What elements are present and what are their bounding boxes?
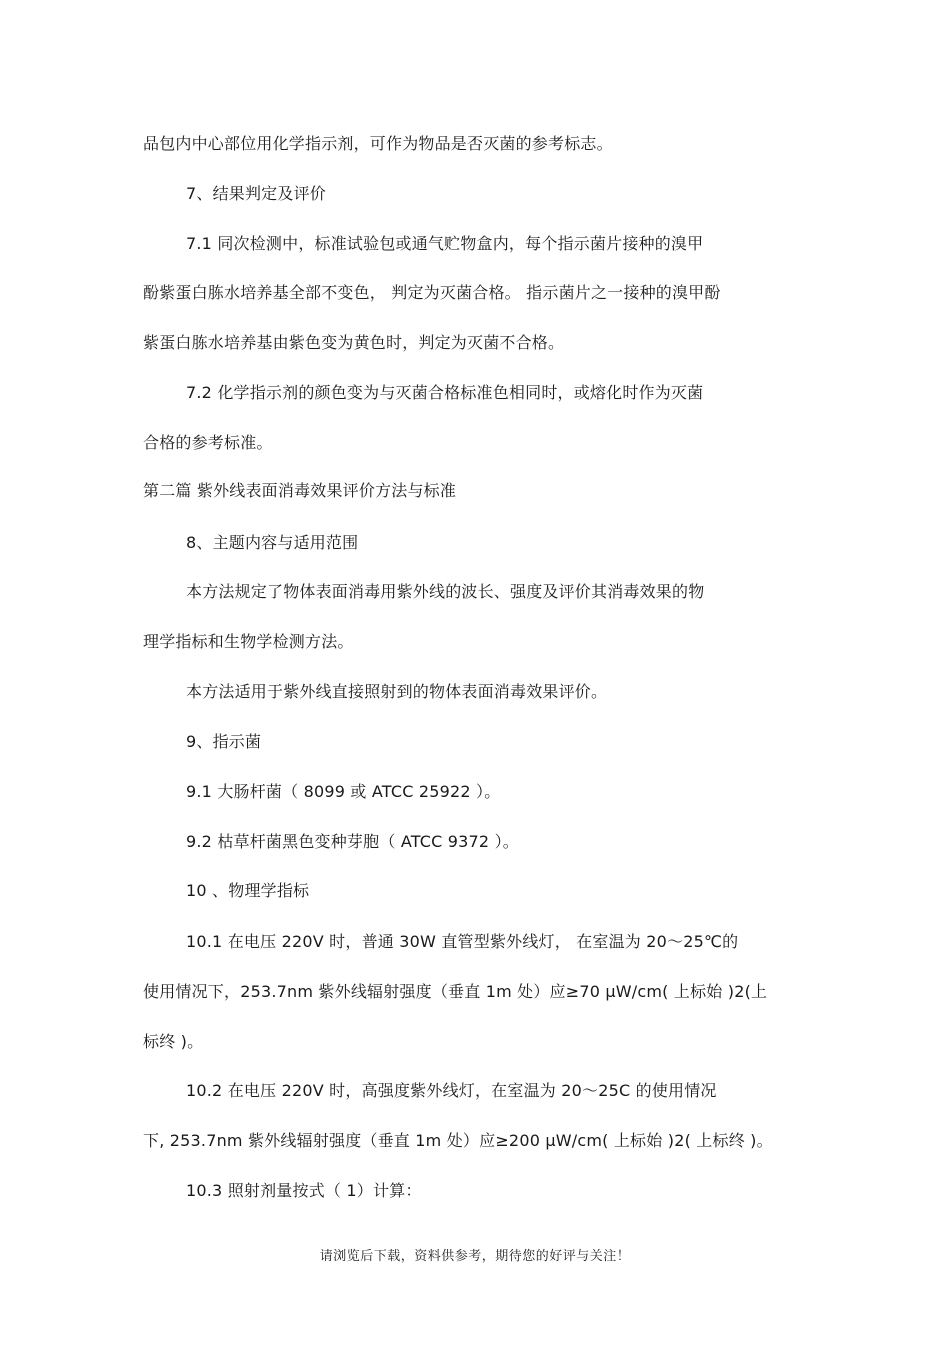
chapter-heading: 第二篇 紫外线表面消毒效果评价方法与标准 — [143, 481, 457, 500]
paragraph-line: 紫蛋白胨水培养基由紫色变为黄色时，判定为灭菌不合格。 — [143, 333, 565, 352]
paragraph-line: 10.3 照射剂量按式（ 1）计算： — [186, 1181, 422, 1200]
paragraph-line: 7.1 同次检测中，标准试验包或通气贮物盒内，每个指示菌片接种的溴甲 — [186, 234, 704, 253]
paragraph-line: 使用情况下，253.7nm 紫外线辐射强度（垂直 1m 处）应≥70 μW/cm( 上标始 )2(上 — [143, 982, 768, 1001]
paragraph-line: 标终 )。 — [143, 1032, 204, 1051]
paragraph-line: 本方法规定了物体表面消毒用紫外线的波长、强度及评价其消毒效果的物 — [186, 582, 705, 601]
section-heading: 7、结果判定及评价 — [186, 184, 326, 203]
paragraph-line: 10.1 在电压 220V 时，普通 30W 直管型紫外线灯， 在室温为 20～25℃的 — [186, 932, 739, 951]
paragraph-line: 酚紫蛋白胨水培养基全部不变色， 判定为灭菌合格。 指示菌片之一接种的溴甲酚 — [143, 283, 721, 302]
section-heading: 10 、物理学指标 — [186, 881, 310, 900]
paragraph-line: 9.1 大肠杆菌（ 8099 或 ATCC 25922 ）。 — [186, 782, 501, 801]
section-heading: 8、主题内容与适用范围 — [186, 533, 359, 552]
paragraph-line: 7.2 化学指示剂的颜色变为与灭菌合格标准色相同时，或熔化时作为灭菌 — [186, 383, 704, 402]
paragraph-line: 合格的参考标准。 — [143, 433, 273, 452]
paragraph-line: 10.2 在电压 220V 时，高强度紫外线灯，在室温为 20～25C 的使用情况 — [186, 1081, 717, 1100]
paragraph-line: 下, 253.7nm 紫外线辐射强度（垂直 1m 处）应≥200 μW/cm( 上标始 )2( 上标终 )。 — [143, 1131, 773, 1150]
paragraph-line: 品包内中心部位用化学指示剂，可作为物品是否灭菌的参考标志。 — [143, 134, 613, 153]
paragraph-line: 本方法适用于紫外线直接照射到的物体表面消毒效果评价。 — [186, 682, 608, 701]
paragraph-line: 理学指标和生物学检测方法。 — [143, 632, 354, 651]
paragraph-line: 9.2 枯草杆菌黑色变种芽胞（ ATCC 9372 ）。 — [186, 832, 519, 851]
section-heading: 9、指示菌 — [186, 732, 262, 751]
page-footer: 请浏览后下载，资料供参考，期待您的好评与关注！ — [319, 1249, 631, 1264]
